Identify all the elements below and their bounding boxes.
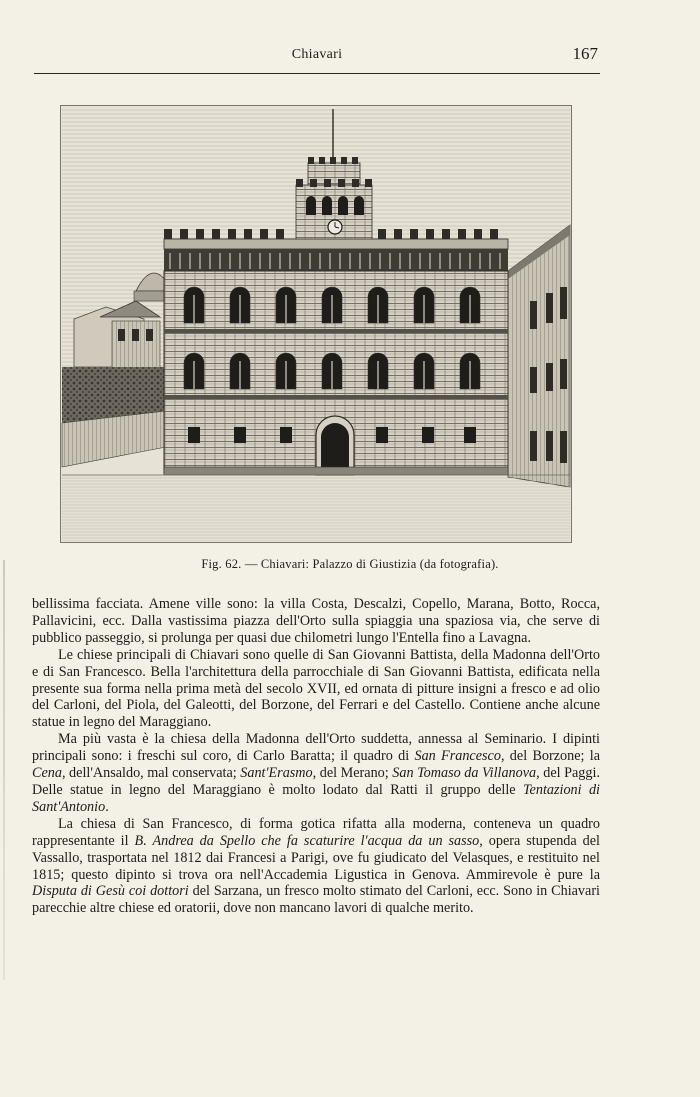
text-run: bellissima facciata. Amene ville sono: la villa Costa, Descalzi, Copello, Marana, Botto, Rocca, Pallavicini, ecc. Dalla vastissima piazza dell'Orto sulla spiaggia una spaziosa via, che serve di pubblico passeggio, si prolunga per quasi due chilometri lungo l'Entella fino a Lavagna.	[32, 596, 600, 646]
page-edge-shadow	[3, 560, 5, 980]
text-run: , del Borzone; la	[500, 748, 601, 765]
engraving-palazzo-di-giustizia	[60, 105, 572, 543]
italic-title: Sant'Erasmo	[240, 765, 313, 782]
text-run: del Sarzana, un fresco molto stimato del Carloni, ecc. Sono in Chiavari parecchie altre chiese ed oratorii, dove non mancano lavori di qualche merito.	[32, 883, 600, 917]
text-run: , del Merano;	[312, 765, 393, 782]
text-run: , opera stupenda del Vassallo, trasportata nel 1812 dai Francesi a Parigi, ove fu giudicato del Velasques, e restituito nel 1815; questo dipinto si trova ora nell'Accademia Ligustica in Genova. Ammirevole è pure la	[32, 832, 601, 883]
paragraph	[32, 731, 600, 816]
italic-title: Tentazioni di Sant'Antonio	[32, 781, 600, 815]
text-run: , del Paggi. Delle statue in legno del Maraggiano è molto lodato dal Ratti il gruppo delle	[32, 765, 600, 798]
italic-title: Disputa di Gesù coi dottori	[32, 883, 189, 900]
italic-title: Cena	[32, 765, 62, 782]
running-head	[34, 44, 600, 68]
text-run: , dell'Ansaldo, mal conservata;	[61, 765, 241, 782]
running-title: Chiavari	[291, 47, 343, 62]
text-run: Le chiese principali di Chiavari sono quelle di San Giovanni Battista, della Madonna dell'Orto e di San Francesco. Bella l'architettura della parrocchiale di San Giovanni Battista, edificata nella presente sua forma nella prima metà del secolo XVII, ed ornata di pitture insigni a fresco e ad olio del Carloni, del Piola, del Galeotti, del Borzone, del Ferrari e del Castello. Contiene anche alcune statue in legno del Maraggiano.	[32, 646, 600, 731]
body-text	[32, 596, 600, 917]
figure-caption: Fig. 62. — Chiavari: Palazzo di Giustizia (da fotografia).	[201, 557, 499, 571]
paragraph	[32, 816, 600, 917]
text-run: Ma più vasta è la chiesa della Madonna dell'Orto suddetta, annessa al Seminario. I dipinti principali sono: i freschi sul coro, di Carlo Baratta; il quadro di	[32, 731, 600, 765]
italic-title: San Francesco	[414, 748, 501, 765]
page-number: 167	[572, 44, 598, 63]
paragraph	[32, 596, 600, 647]
paragraph	[32, 647, 600, 732]
italic-title: San Tomaso da Villanova	[392, 765, 537, 782]
header-rule	[34, 73, 600, 74]
italic-title: B. Andrea da Spello che fa scaturire l'acqua da un sasso	[134, 832, 480, 849]
text-run: .	[105, 798, 109, 815]
text-run: La chiesa di San Francesco, di forma gotica rifatta alla moderna, conteneva un quadro rappresentante il	[32, 815, 600, 849]
